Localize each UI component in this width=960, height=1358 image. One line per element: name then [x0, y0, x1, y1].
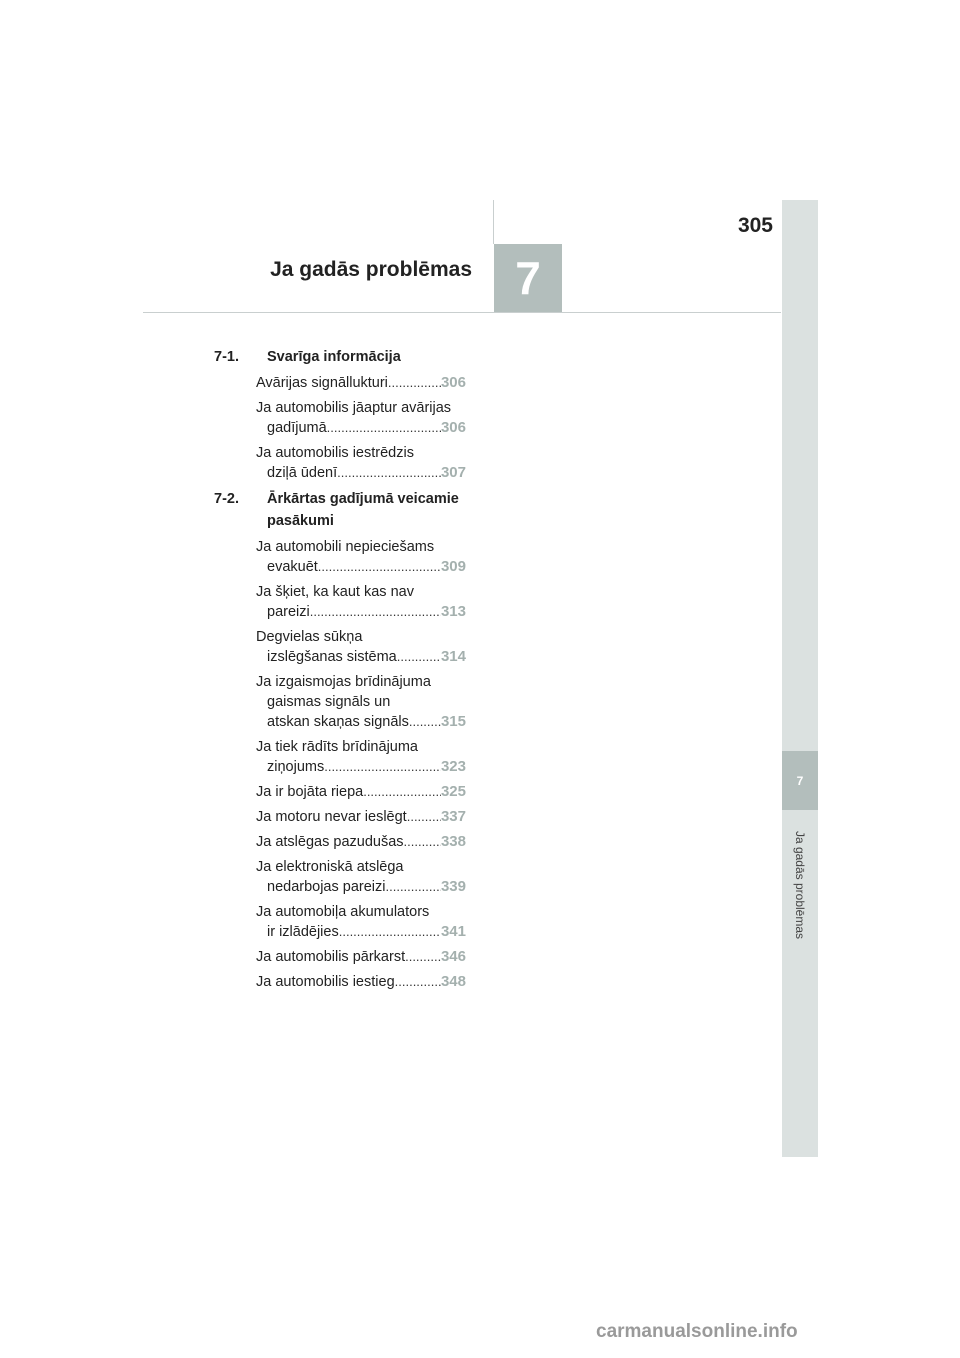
toc-entry-text: Ja automobilis iestieg — [256, 974, 395, 990]
dot-leader — [310, 602, 441, 622]
side-tab-number[interactable]: 7 — [782, 751, 818, 810]
toc-entry-text: Ja automobilis iestrēdzis — [256, 445, 414, 461]
toc-entry-text: ziņojums — [267, 759, 325, 775]
toc-section-title: pasākumi — [267, 513, 334, 529]
dot-leader — [388, 373, 441, 393]
dot-leader — [407, 807, 441, 827]
toc-section-number: 7-1. — [214, 349, 239, 365]
dot-leader — [324, 757, 441, 777]
toc-section-heading — [214, 488, 466, 532]
dot-leader — [337, 463, 441, 483]
dot-leader — [397, 647, 441, 667]
dot-leader — [339, 922, 441, 942]
toc-entry-text: Ja elektroniskā atslēga — [256, 859, 404, 875]
toc-entry-text: Ja ir bojāta riepa — [256, 784, 364, 800]
toc-entry-text: atskan skaņas signāls — [267, 714, 409, 730]
toc-entry-text: Ja atslēgas pazudušas — [256, 834, 404, 850]
toc-entry[interactable] — [256, 672, 466, 732]
toc-entry-text: ir izlādējies — [267, 924, 339, 940]
toc-entry-text: Avārijas signāllukturi — [256, 375, 388, 391]
chapter-number-box: 7 — [494, 244, 562, 312]
toc-entry-text: Degvielas sūkņa — [256, 629, 363, 645]
dot-leader — [363, 782, 441, 802]
toc-page-link[interactable]: 338 — [440, 833, 466, 850]
toc-page-link[interactable]: 337 — [440, 808, 466, 825]
toc-section-heading — [214, 346, 466, 368]
toc-page-link[interactable]: 307 — [440, 464, 466, 481]
toc-page-link[interactable]: 325 — [440, 783, 466, 800]
toc-entry[interactable] — [256, 807, 466, 827]
toc-entry[interactable] — [256, 972, 466, 992]
toc-entry[interactable] — [256, 857, 466, 897]
toc-section-title: Svarīga informācija — [267, 349, 401, 365]
toc-entry[interactable] — [256, 582, 466, 622]
header-vertical-divider — [493, 200, 494, 244]
toc-page-link[interactable]: 323 — [440, 758, 466, 775]
toc-entry-text: gaismas signāls un — [267, 694, 391, 710]
dot-leader — [327, 418, 441, 438]
toc-entry-text: Ja motoru nevar ieslēgt — [256, 809, 407, 825]
toc-entry-text: pareizi — [267, 604, 310, 620]
toc-entry-text: Ja automobiļa akumulators — [256, 904, 430, 920]
toc-entry-text: Ja automobili nepieciešams — [256, 539, 435, 555]
toc-entry[interactable] — [256, 782, 466, 802]
toc-entry-text: Ja šķiet, ka kaut kas nav — [256, 584, 414, 600]
dot-leader — [318, 557, 441, 577]
toc-entry[interactable] — [256, 737, 466, 777]
toc-entry-text: Ja automobilis jāaptur avārijas — [256, 400, 452, 416]
toc-entry[interactable] — [256, 947, 466, 967]
toc-page-link[interactable]: 306 — [440, 419, 466, 436]
toc-entry-text: Ja tiek rādīts brīdinājuma — [256, 739, 418, 755]
toc-page-link[interactable]: 309 — [440, 558, 466, 575]
toc-entry-text: dziļā ūdenī — [267, 465, 338, 481]
toc-section-title: Ārkārtas gadījumā veicamie — [267, 491, 459, 507]
toc-entry[interactable] — [256, 902, 466, 942]
table-of-contents — [214, 346, 466, 997]
dot-leader — [405, 947, 441, 967]
dot-leader — [404, 832, 441, 852]
side-tab-label: Ja gadās problēmas — [793, 830, 807, 940]
chapter-title: Ja gadās problēmas — [270, 258, 472, 281]
toc-entry[interactable] — [256, 627, 466, 667]
toc-page-link[interactable]: 314 — [440, 648, 466, 665]
toc-section-number: 7-2. — [214, 491, 239, 507]
toc-entry-text: nedarbojas pareizi — [267, 879, 386, 895]
side-tab — [782, 200, 818, 1157]
toc-entry-text: evakuēt — [267, 559, 318, 575]
toc-page-link[interactable]: 315 — [440, 713, 466, 730]
toc-page-link[interactable]: 339 — [440, 878, 466, 895]
toc-entry-text: Ja automobilis pārkarst — [256, 949, 406, 965]
toc-entry[interactable] — [256, 832, 466, 852]
toc-page-link[interactable]: 313 — [440, 603, 466, 620]
dot-leader — [409, 712, 441, 732]
dot-leader — [395, 972, 441, 992]
toc-entry-text: gadījumā — [267, 420, 327, 436]
watermark: carmanualsonline.info — [596, 1321, 798, 1342]
toc-page-link[interactable]: 346 — [440, 948, 466, 965]
toc-entry[interactable] — [256, 537, 466, 577]
toc-entry[interactable] — [256, 398, 466, 438]
toc-entry-text: Ja izgaismojas brīdinājuma — [256, 674, 431, 690]
dot-leader — [386, 877, 441, 897]
toc-entry-text: izslēgšanas sistēma — [267, 649, 397, 665]
toc-page-link[interactable]: 341 — [440, 923, 466, 940]
header-divider — [143, 312, 781, 313]
toc-page-link[interactable]: 306 — [440, 374, 466, 391]
toc-entry[interactable] — [256, 373, 466, 393]
page-number: 305 — [737, 214, 773, 237]
toc-page-link[interactable]: 348 — [440, 973, 466, 990]
toc-entry[interactable] — [256, 443, 466, 483]
